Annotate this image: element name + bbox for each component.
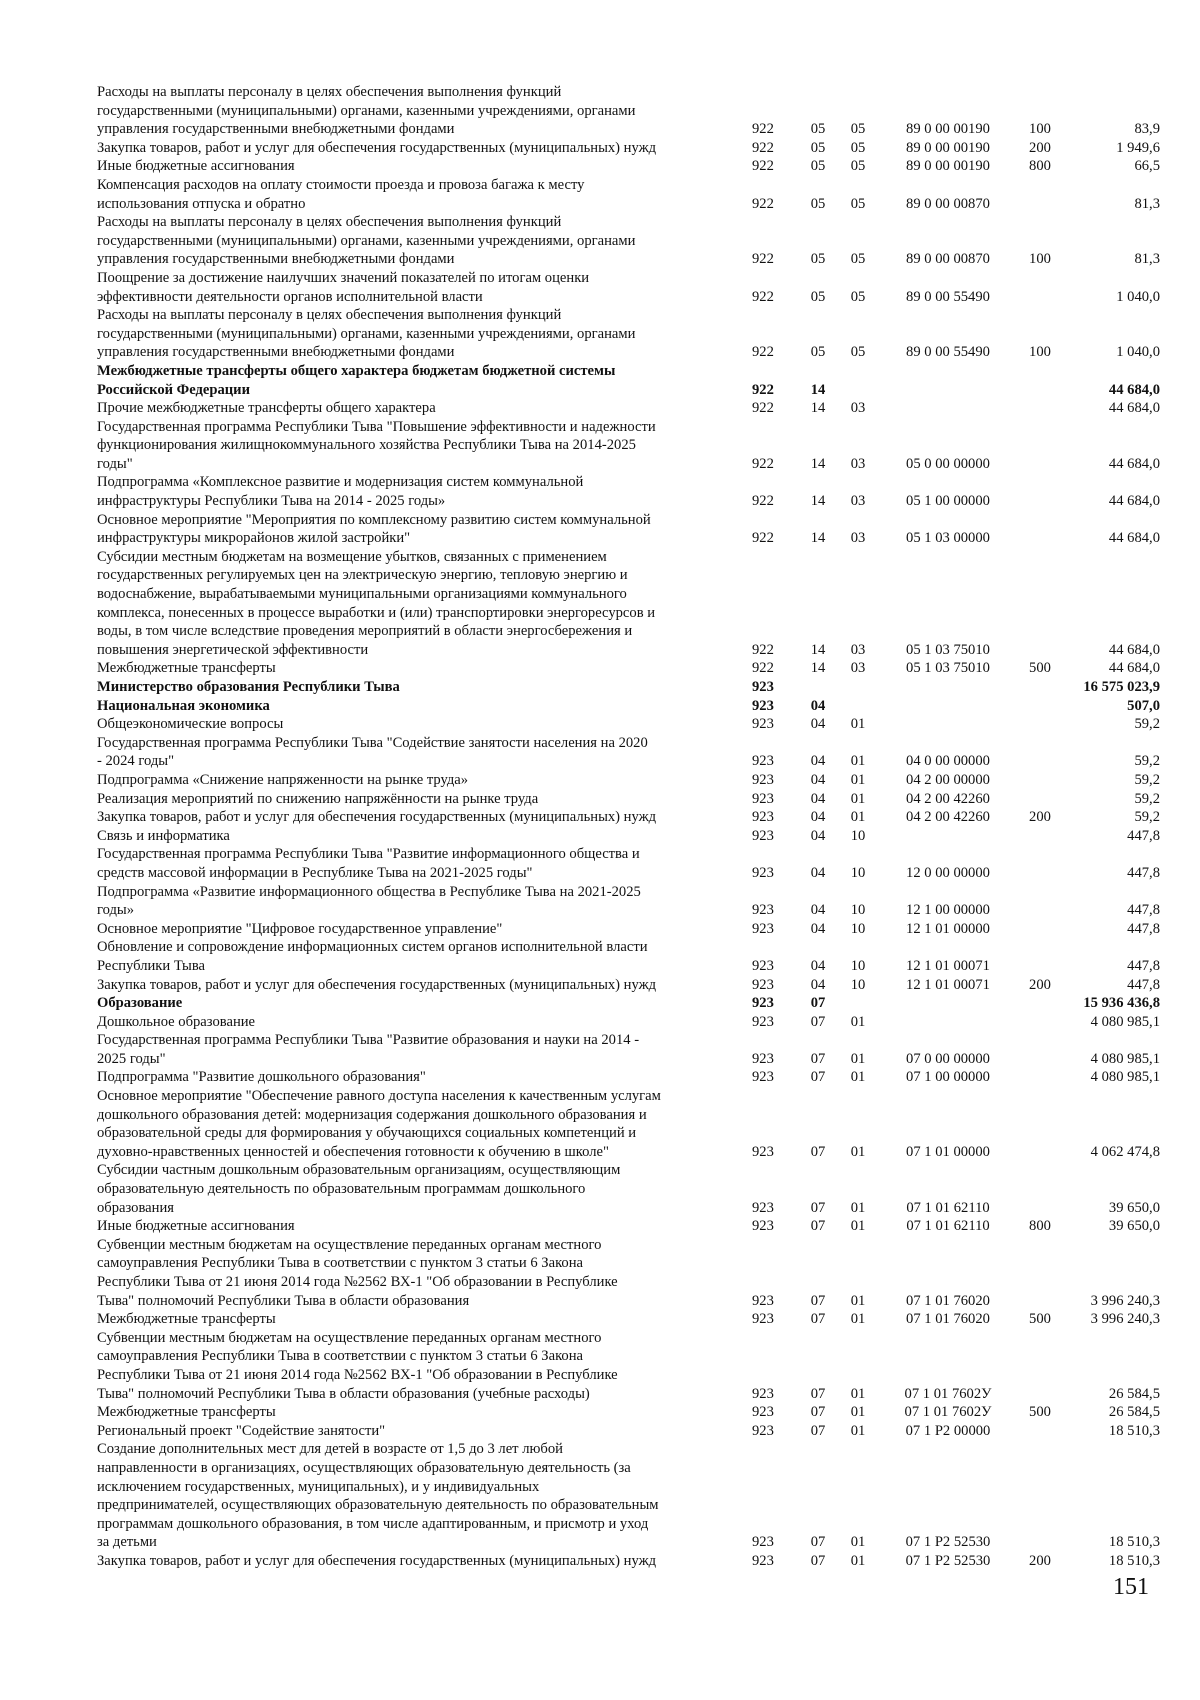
table-row — [97, 808, 1167, 827]
amount: 16 575 023,9 — [1083, 679, 1160, 695]
admin-code: 922 — [752, 493, 774, 510]
amount: 1 040,0 — [1116, 344, 1160, 361]
admin-code: 923 — [752, 995, 774, 1012]
admin-code: 922 — [752, 381, 774, 398]
subsection-code: 01 — [850, 716, 866, 733]
row-description: Прочие межбюджетные трансферты общего характера — [97, 400, 436, 417]
section-code: 04 — [810, 716, 826, 733]
section-code: 04 — [810, 864, 826, 881]
admin-code: 923 — [752, 1143, 774, 1160]
subsection-code: 01 — [850, 1292, 866, 1309]
row-description: Поощрение за достижение наилучших значений показателей по итогам оценки эффективности деятельности органов исполнительной власти — [97, 269, 590, 305]
row-description: Основное мероприятие "Цифровое государственное управление" — [97, 920, 503, 937]
amount: 81,3 — [1134, 251, 1160, 268]
section-code: 07 — [810, 1050, 826, 1067]
admin-code: 922 — [752, 455, 774, 472]
table-row — [97, 473, 1167, 510]
admin-code: 923 — [752, 1534, 774, 1551]
subsection-code: 01 — [850, 1311, 866, 1328]
section-code: 07 — [810, 1534, 826, 1551]
target-article-code: 89 0 00 00190 — [906, 158, 990, 175]
row-description: Иные бюджетные ассигнования — [97, 158, 295, 175]
table-row — [97, 1310, 1167, 1329]
amount: 44 684,0 — [1108, 400, 1160, 417]
table-row — [97, 678, 1167, 697]
table-row — [97, 994, 1167, 1013]
expense-type-code: 100 — [1029, 121, 1051, 138]
table-row — [97, 976, 1167, 995]
row-description: Образование — [97, 995, 183, 1012]
subsection-code: 03 — [850, 660, 866, 677]
section-code: 14 — [810, 660, 826, 677]
subsection-code: 01 — [850, 1069, 866, 1086]
amount: 3 996 240,3 — [1090, 1292, 1160, 1309]
row-description: Субсидии местным бюджетам на возмещение убытков, связанных с применением государственных регулируемых цен на электрическую энергию, тепловую энергию и водоснабжение, вырабатываемыми муниципальными организациями коммунального комплекса, понесенных в процессе выработки и (или) транспортировки энергоресурсов и воды, в том числе вследствие проведения мероприятий в области энергосбережения и повышения энергетической эффективности — [97, 548, 656, 658]
admin-code: 922 — [752, 251, 774, 268]
subsection-code: 01 — [850, 1013, 866, 1030]
section-code: 05 — [810, 158, 826, 175]
subsection-code: 01 — [850, 753, 866, 770]
target-article-code: 89 0 00 00190 — [906, 121, 990, 138]
section-code: 04 — [810, 976, 826, 993]
admin-code: 923 — [752, 716, 774, 733]
row-description: Государственная программа Республики Тыва "Содействие занятости населения на 2020 - 2024 годы" — [97, 734, 648, 770]
row-description: Общеэкономические вопросы — [97, 716, 284, 733]
admin-code: 922 — [752, 139, 774, 156]
table-row — [97, 715, 1167, 734]
subsection-code: 05 — [850, 251, 866, 268]
section-code: 04 — [810, 771, 826, 788]
amount: 66,5 — [1134, 158, 1160, 175]
section-code: 05 — [810, 251, 826, 268]
row-description: Компенсация расходов на оплату стоимости проезда и провоза багажа к месту использования отпуска и обратно — [97, 176, 585, 212]
amount: 15 936 436,8 — [1083, 995, 1160, 1012]
target-article-code: 89 0 00 00190 — [906, 139, 990, 156]
subsection-code: 01 — [850, 1199, 866, 1216]
amount: 4 062 474,8 — [1090, 1143, 1160, 1160]
amount: 447,8 — [1127, 864, 1160, 881]
admin-code: 923 — [752, 679, 774, 695]
subsection-code: 03 — [850, 493, 866, 510]
table-row — [97, 790, 1167, 809]
amount: 1 040,0 — [1116, 288, 1160, 305]
subsection-code: 03 — [850, 530, 866, 547]
target-article-code: 04 0 00 00000 — [906, 753, 990, 770]
section-code: 07 — [810, 1199, 826, 1216]
table-row — [97, 157, 1167, 176]
table-row — [97, 176, 1167, 213]
row-description: Основное мероприятие "Мероприятия по комплексному развитию систем коммунальной инфраструктуры микрорайонов жилой застройки" — [97, 511, 651, 547]
table-row — [97, 306, 1167, 362]
target-article-code: 04 2 00 42260 — [906, 809, 990, 826]
target-article-code: 07 1 P2 00000 — [905, 1422, 991, 1439]
row-description: Межбюджетные трансферты общего характера бюджетам бюджетной системы Российской Федерации — [97, 362, 616, 398]
amount: 3 996 240,3 — [1090, 1311, 1160, 1328]
table-row — [97, 418, 1167, 474]
table-row — [97, 269, 1167, 306]
section-code: 05 — [810, 344, 826, 361]
subsection-code: 05 — [850, 288, 866, 305]
subsection-code: 01 — [850, 1050, 866, 1067]
section-code: 14 — [810, 455, 826, 472]
subsection-code: 01 — [850, 1552, 866, 1569]
target-article-code: 89 0 00 00870 — [906, 251, 990, 268]
row-description: Национальная экономика — [97, 697, 270, 714]
table-row — [97, 213, 1167, 269]
admin-code: 923 — [752, 957, 774, 974]
section-code: 14 — [810, 530, 826, 547]
target-article-code: 89 0 00 55490 — [906, 344, 990, 361]
admin-code: 923 — [752, 1199, 774, 1216]
row-description: Закупка товаров, работ и услуг для обеспечения государственных (муниципальных) нужд — [97, 1552, 657, 1569]
table-row — [97, 1217, 1167, 1236]
table-row — [97, 511, 1167, 548]
amount: 26 584,5 — [1108, 1404, 1160, 1421]
admin-code: 923 — [752, 1552, 774, 1569]
expense-type-code: 500 — [1029, 1311, 1051, 1328]
section-code: 04 — [810, 753, 826, 770]
table-row — [97, 1329, 1167, 1403]
admin-code: 922 — [752, 530, 774, 547]
subsection-code: 03 — [850, 455, 866, 472]
subsection-code: 05 — [850, 158, 866, 175]
amount: 59,2 — [1134, 809, 1160, 826]
section-code: 04 — [810, 827, 826, 844]
section-code: 04 — [810, 790, 826, 807]
subsection-code: 01 — [850, 1404, 866, 1421]
amount: 44 684,0 — [1108, 660, 1160, 677]
target-article-code: 12 1 01 00000 — [906, 920, 990, 937]
target-article-code: 12 0 00 00000 — [906, 864, 990, 881]
table-row — [97, 548, 1167, 660]
section-code: 04 — [810, 809, 826, 826]
amount: 447,8 — [1127, 957, 1160, 974]
row-description: Межбюджетные трансферты — [97, 660, 276, 677]
section-code: 07 — [810, 1311, 826, 1328]
amount: 447,8 — [1127, 976, 1160, 993]
admin-code: 923 — [752, 1050, 774, 1067]
table-row — [97, 845, 1167, 882]
row-description: Субвенции местным бюджетам на осуществление переданных органам местного самоуправления Республики Тыва в соответствии с пунктом 3 статьи 6 Закона Республики Тыва от 21 июня 2014 года №2562 ВХ-1 "Об образовании в Республике Тыва" полномочий Республики Тыва в области образования (учебные расходы) — [97, 1329, 618, 1402]
section-code: 07 — [810, 995, 826, 1012]
row-description: Государственная программа Республики Тыва "Развитие информационного общества и средств массовой информации в Республике Тыва на 2021-2025 годы" — [97, 846, 640, 881]
row-description: Закупка товаров, работ и услуг для обеспечения государственных (муниципальных) нужд — [97, 976, 657, 993]
budget-table — [97, 83, 1167, 1571]
section-code: 07 — [810, 1143, 826, 1160]
row-description: Государственная программа Республики Тыва "Повышение эффективности и надежности функционирования жилищнокоммунального хозяйства Республики Тыва на 2014-2025 годы" — [97, 418, 656, 472]
row-description: Субвенции местным бюджетам на осуществление переданных органам местного самоуправления Республики Тыва в соответствии с пунктом 3 статьи 6 Закона Республики Тыва от 21 июня 2014 года №2562 ВХ-1 "Об образовании в Республике Тыва" полномочий Республики Тыва в области образования — [97, 1236, 618, 1309]
table-row — [97, 1068, 1167, 1087]
row-description: Межбюджетные трансферты — [97, 1311, 276, 1328]
admin-code: 923 — [752, 1385, 774, 1402]
admin-code: 923 — [752, 1292, 774, 1309]
admin-code: 922 — [752, 400, 774, 417]
expense-type-code: 200 — [1029, 139, 1051, 156]
amount: 18 510,3 — [1108, 1422, 1160, 1439]
amount: 59,2 — [1134, 771, 1160, 788]
table-row — [97, 1440, 1167, 1552]
expense-type-code: 500 — [1029, 1404, 1051, 1421]
section-code: 05 — [810, 121, 826, 138]
section-code: 04 — [810, 957, 826, 974]
subsection-code: 10 — [850, 864, 866, 881]
subsection-code: 01 — [850, 790, 866, 807]
row-description: Министерство образования Республики Тыва — [97, 679, 400, 695]
amount: 18 510,3 — [1108, 1552, 1160, 1569]
target-article-code: 04 2 00 42260 — [906, 790, 990, 807]
subsection-code: 10 — [850, 827, 866, 844]
section-code: 07 — [810, 1552, 826, 1569]
target-article-code: 07 1 01 7602У — [904, 1385, 992, 1402]
subsection-code: 01 — [850, 771, 866, 788]
admin-code: 922 — [752, 121, 774, 138]
amount: 4 080 985,1 — [1090, 1013, 1160, 1030]
subsection-code: 10 — [850, 957, 866, 974]
expense-type-code: 200 — [1029, 1552, 1051, 1569]
target-article-code: 05 1 03 75010 — [906, 660, 990, 677]
admin-code: 923 — [752, 920, 774, 937]
target-article-code: 89 0 00 00870 — [906, 195, 990, 212]
amount: 447,8 — [1127, 827, 1160, 844]
section-code: 07 — [810, 1292, 826, 1309]
section-code: 07 — [810, 1385, 826, 1402]
admin-code: 923 — [752, 976, 774, 993]
admin-code: 923 — [752, 1311, 774, 1328]
subsection-code: 01 — [850, 1143, 866, 1160]
target-article-code: 07 1 P2 52530 — [905, 1552, 991, 1569]
expense-type-code: 800 — [1029, 1218, 1051, 1235]
row-description: Реализация мероприятий по снижению напряжённости на рынке труда — [97, 790, 539, 807]
target-article-code: 05 1 03 00000 — [906, 530, 990, 547]
amount: 59,2 — [1134, 716, 1160, 733]
subsection-code: 05 — [850, 139, 866, 156]
target-article-code: 07 0 00 00000 — [906, 1050, 990, 1067]
amount: 4 080 985,1 — [1090, 1069, 1160, 1086]
admin-code: 923 — [752, 790, 774, 807]
table-row — [97, 659, 1167, 678]
subsection-code: 05 — [850, 344, 866, 361]
table-row — [97, 1087, 1167, 1161]
subsection-code: 01 — [850, 1534, 866, 1551]
expense-type-code: 200 — [1029, 809, 1051, 826]
table-row — [97, 139, 1167, 158]
row-description: Расходы на выплаты персоналу в целях обеспечения выполнения функций государственными (муниципальными) органами, казенными учреждениями, органами управления государственными внебюджетными фондами — [97, 214, 636, 268]
table-row — [97, 1403, 1167, 1422]
amount: 44 684,0 — [1108, 493, 1160, 510]
row-description: Дошкольное образование — [97, 1013, 256, 1030]
subsection-code: 10 — [850, 902, 866, 919]
amount: 81,3 — [1134, 195, 1160, 212]
target-article-code: 07 1 00 00000 — [906, 1069, 990, 1086]
table-row — [97, 83, 1167, 139]
target-article-code: 07 1 01 76020 — [906, 1311, 990, 1328]
admin-code: 922 — [752, 344, 774, 361]
amount: 59,2 — [1134, 790, 1160, 807]
amount: 507,0 — [1127, 697, 1160, 714]
amount: 4 080 985,1 — [1090, 1050, 1160, 1067]
admin-code: 923 — [752, 1422, 774, 1439]
section-code: 04 — [810, 697, 826, 714]
table-row — [97, 1552, 1167, 1571]
admin-code: 922 — [752, 660, 774, 677]
table-row — [97, 771, 1167, 790]
amount: 18 510,3 — [1108, 1534, 1160, 1551]
row-description: Основное мероприятие "Обеспечение равного доступа населения к качественным услугам дошкольного образования детей: модернизация содержания дошкольного образования и образовательной среды для формирования у обучающихся социальных компетенций и духовно-нравственных ценностей и обеспечения готовности к обучению в школе" — [97, 1088, 661, 1160]
table-row — [97, 883, 1167, 920]
target-article-code: 04 2 00 00000 — [906, 771, 990, 788]
subsection-code: 05 — [850, 195, 866, 212]
target-article-code: 07 1 01 62110 — [906, 1199, 990, 1216]
target-article-code: 07 1 01 62110 — [906, 1218, 990, 1235]
amount: 26 584,5 — [1108, 1385, 1160, 1402]
row-description: Субсидии частным дошкольным образовательным организациям, осуществляющим образовательную деятельность по образовательным программам дошкольного образования — [97, 1162, 621, 1216]
table-row — [97, 920, 1167, 939]
budget-rows — [97, 83, 1167, 1571]
row-description: Подпрограмма "Развитие дошкольного образования" — [97, 1069, 426, 1086]
target-article-code: 12 1 01 00071 — [906, 957, 990, 974]
subsection-code: 10 — [850, 976, 866, 993]
section-code: 05 — [810, 288, 826, 305]
section-code: 07 — [810, 1404, 826, 1421]
row-description: Подпрограмма «Снижение напряженности на рынке труда» — [97, 771, 469, 788]
target-article-code: 05 1 00 00000 — [906, 493, 990, 510]
target-article-code: 89 0 00 55490 — [906, 288, 990, 305]
subsection-code: 01 — [850, 1422, 866, 1439]
section-code: 07 — [810, 1422, 826, 1439]
row-description: Расходы на выплаты персоналу в целях обеспечения выполнения функций государственными (муниципальными) органами, казенными учреждениями, органами управления государственными внебюджетными фондами — [97, 307, 636, 361]
table-row — [97, 697, 1167, 716]
amount: 59,2 — [1134, 753, 1160, 770]
amount: 1 949,6 — [1116, 139, 1160, 156]
table-row — [97, 827, 1167, 846]
row-description: Региональный проект "Содействие занятости" — [97, 1422, 386, 1439]
table-row — [97, 362, 1167, 399]
admin-code: 923 — [752, 1069, 774, 1086]
admin-code: 923 — [752, 1218, 774, 1235]
section-code: 07 — [810, 1069, 826, 1086]
section-code: 14 — [810, 400, 826, 417]
amount: 447,8 — [1127, 902, 1160, 919]
admin-code: 923 — [752, 809, 774, 826]
admin-code: 923 — [752, 864, 774, 881]
row-description: Закупка товаров, работ и услуг для обеспечения государственных (муниципальных) нужд — [97, 809, 657, 826]
admin-code: 922 — [752, 641, 774, 658]
admin-code: 923 — [752, 827, 774, 844]
row-description: Обновление и сопровождение информационных систем органов исполнительной власти Республики Тыва — [97, 939, 648, 974]
amount: 39 650,0 — [1108, 1218, 1160, 1235]
section-code: 05 — [810, 139, 826, 156]
table-row — [97, 1161, 1167, 1217]
amount: 44 684,0 — [1108, 530, 1160, 547]
subsection-code: 01 — [850, 1385, 866, 1402]
admin-code: 923 — [752, 1013, 774, 1030]
amount: 44 684,0 — [1108, 381, 1160, 398]
admin-code: 923 — [752, 902, 774, 919]
row-description: Подпрограмма «Комплексное развитие и модернизация систем коммунальной инфраструктуры Республики Тыва на 2014 - 2025 годы» — [97, 474, 584, 510]
subsection-code: 01 — [850, 809, 866, 826]
section-code: 07 — [810, 1218, 826, 1235]
table-row — [97, 734, 1167, 771]
section-code: 04 — [810, 920, 826, 937]
expense-type-code: 200 — [1029, 976, 1051, 993]
admin-code: 923 — [752, 771, 774, 788]
page-number: 151 — [1113, 1574, 1149, 1600]
subsection-code: 05 — [850, 121, 866, 138]
target-article-code: 12 1 00 00000 — [906, 902, 990, 919]
expense-type-code: 500 — [1029, 660, 1051, 677]
amount: 44 684,0 — [1108, 455, 1160, 472]
table-row — [97, 1031, 1167, 1068]
row-description: Иные бюджетные ассигнования — [97, 1218, 295, 1235]
row-description: Расходы на выплаты персоналу в целях обеспечения выполнения функций государственными (муниципальными) органами, казенными учреждениями, органами управления государственными внебюджетными фондами — [97, 84, 636, 138]
target-article-code: 05 0 00 00000 — [906, 455, 990, 472]
admin-code: 922 — [752, 288, 774, 305]
section-code: 07 — [810, 1013, 826, 1030]
subsection-code: 10 — [850, 920, 866, 937]
target-article-code: 07 1 01 7602У — [904, 1404, 992, 1421]
target-article-code: 07 1 01 76020 — [906, 1292, 990, 1309]
admin-code: 923 — [752, 753, 774, 770]
row-description: Закупка товаров, работ и услуг для обеспечения государственных (муниципальных) нужд — [97, 139, 657, 156]
table-row — [97, 399, 1167, 418]
subsection-code: 03 — [850, 400, 866, 417]
row-description: Государственная программа Республики Тыва "Развитие образования и науки на 2014 - 2025 годы" — [97, 1032, 640, 1067]
target-article-code: 05 1 03 75010 — [906, 641, 990, 658]
table-row — [97, 1422, 1167, 1441]
table-row — [97, 1013, 1167, 1032]
amount: 39 650,0 — [1108, 1199, 1160, 1216]
section-code: 14 — [810, 641, 826, 658]
target-article-code: 07 1 P2 52530 — [905, 1534, 991, 1551]
amount: 83,9 — [1134, 121, 1160, 138]
row-description: Создание дополнительных мест для детей в возрасте от 1,5 до 3 лет любой направленности в организациях, осуществляющих образовательную деятельность (за исключением государственных, муниципальных), и у индивидуальных предпринимателей, осуществляющих образовательную деятельность по образовательным программам дошкольного образования, в том числе адаптированным, и присмотр и уход за детьми — [97, 1441, 659, 1551]
section-code: 05 — [810, 195, 826, 212]
row-description: Подпрограмма «Развитие информационного общества в Республике Тыва на 2021-2025 годы» — [97, 883, 641, 919]
row-description: Связь и информатика — [97, 827, 230, 844]
table-row — [97, 1236, 1167, 1310]
admin-code: 923 — [752, 697, 774, 714]
expense-type-code: 100 — [1029, 251, 1051, 268]
target-article-code: 12 1 01 00071 — [906, 976, 990, 993]
subsection-code: 01 — [850, 1218, 866, 1235]
section-code: 14 — [810, 381, 826, 398]
section-code: 14 — [810, 493, 826, 510]
admin-code: 923 — [752, 1404, 774, 1421]
section-code: 04 — [810, 902, 826, 919]
expense-type-code: 100 — [1029, 344, 1051, 361]
expense-type-code: 800 — [1029, 158, 1051, 175]
row-description: Межбюджетные трансферты — [97, 1404, 276, 1421]
admin-code: 922 — [752, 158, 774, 175]
table-row — [97, 938, 1167, 975]
target-article-code: 07 1 01 00000 — [906, 1143, 990, 1160]
amount: 447,8 — [1127, 920, 1160, 937]
admin-code: 922 — [752, 195, 774, 212]
subsection-code: 03 — [850, 641, 866, 658]
amount: 44 684,0 — [1108, 641, 1160, 658]
